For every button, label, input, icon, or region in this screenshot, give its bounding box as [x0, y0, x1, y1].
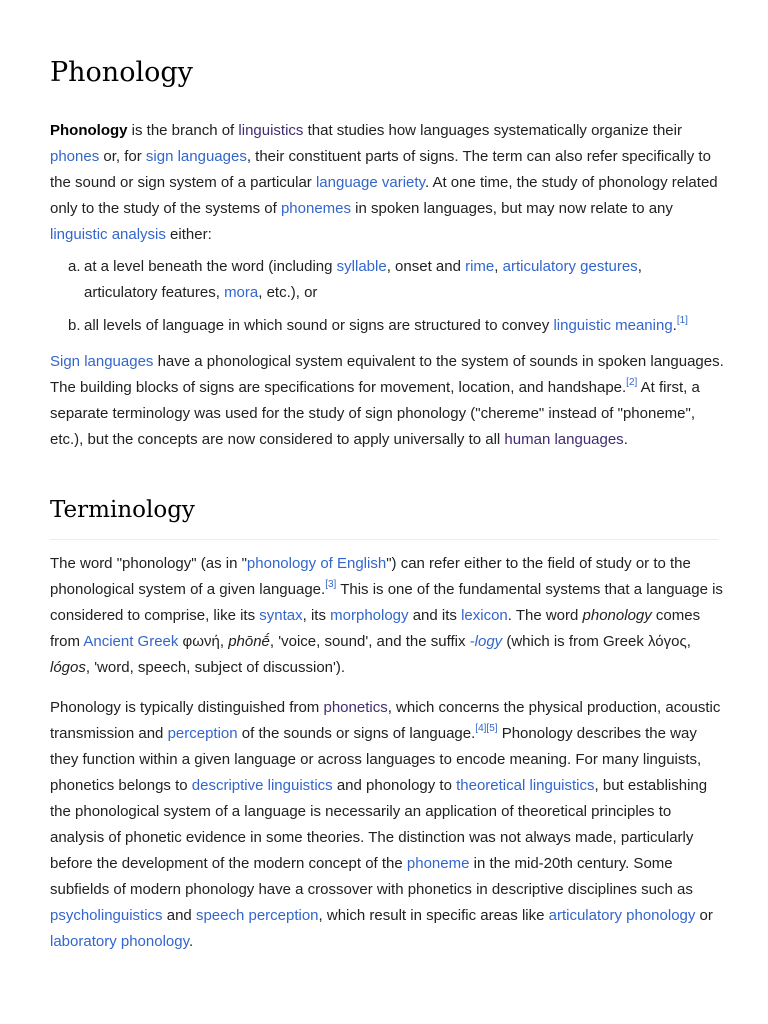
- list-marker: a.: [68, 258, 81, 275]
- text-run: , articulatory features,: [84, 258, 642, 301]
- text-run: . At one time, the study of phonology related only to the study of the systems of: [50, 174, 718, 217]
- link-lexicon[interactable]: lexicon: [461, 607, 508, 624]
- link-phoneme[interactable]: phoneme: [406, 855, 470, 872]
- citation: [677, 315, 688, 326]
- text-run: all levels of language in which sound or signs are structured to convey: [84, 317, 554, 334]
- text-run: or: [695, 907, 713, 924]
- text-run: is the branch of: [127, 122, 239, 139]
- citation-link[interactable]: [1]: [676, 315, 688, 326]
- text-run: , onset and: [386, 258, 466, 275]
- text-run: or, for: [99, 148, 146, 165]
- text-run: of the sounds or signs of language.: [237, 725, 476, 742]
- terminology-paragraph: [50, 551, 724, 681]
- text-run: .: [188, 933, 194, 950]
- text-run: have a phonological system equivalent to the system of sounds in spoken languages. The building blocks of signs are specifications for movement, location, and handshape.: [50, 353, 724, 396]
- text-run: ") can refer either to the field of study or to the phonological system of a given language.: [50, 555, 691, 598]
- sign-languages-paragraph: [50, 349, 724, 453]
- text-run: , but establishing the phonological system of a language is necessarily an application of theoretical principles to analysis of phonetic evidence in some theories. The distinction was not always made, particularly before the development of the modern concept of the: [50, 777, 708, 872]
- link-psycholinguistics[interactable]: psycholinguistics: [50, 907, 163, 924]
- link-phonetics[interactable]: phonetics: [323, 699, 388, 716]
- citation-link[interactable]: [2]: [626, 377, 638, 388]
- text-run: , etc.), or: [258, 284, 318, 301]
- link-theoretical-linguistics[interactable]: theoretical linguistics: [456, 777, 595, 794]
- link-articulatory-gestures[interactable]: articulatory gestures: [502, 258, 638, 275]
- text-run: At first, a separate terminology was used for the study of sign phonology ("chereme" instead of "phoneme", etc.), but the concepts are now considered to apply universally to all: [50, 379, 700, 448]
- text-run: in spoken languages, but may now relate to any: [351, 200, 673, 217]
- text-run: .: [672, 317, 677, 334]
- citation: [325, 579, 336, 590]
- text-run: . The word: [507, 607, 583, 624]
- bold-term: Phonology: [50, 122, 128, 139]
- list-item: [50, 313, 718, 339]
- text-run: comes from: [50, 607, 701, 650]
- italic-term: phōnḗ: [228, 633, 270, 650]
- text-run: , 'voice, sound', and the suffix: [269, 633, 470, 650]
- text-run: in the mid-20th century. Some subfields of modern phonology have a crossover with phonetics in descriptive disciplines such as: [50, 855, 693, 898]
- italic-term: phonology: [582, 607, 652, 624]
- link-ancient-greek[interactable]: Ancient Greek: [83, 633, 179, 650]
- link-linguistic-meaning[interactable]: linguistic meaning: [553, 317, 673, 334]
- text-run: , 'word, speech, subject of discussion').: [85, 659, 346, 676]
- intro-paragraph: [50, 118, 724, 248]
- text-run: φωνή,: [178, 633, 229, 650]
- text-run: , their constituent parts of signs. The term can also refer specifically to the sound or sign system of a particular: [50, 148, 711, 191]
- list-item: [50, 254, 718, 306]
- text-run: and phonology to: [332, 777, 457, 794]
- text-run: This is one of the fundamental systems that a language is considered to comprise, like its: [50, 581, 723, 624]
- text-run: The word "phonology" (as in ": [50, 555, 247, 572]
- citation: [475, 723, 497, 734]
- text-run: , which result in specific areas like: [318, 907, 549, 924]
- link-rime[interactable]: rime: [465, 258, 495, 275]
- text-run: (which is from Greek λόγος,: [502, 633, 691, 650]
- link-linguistics[interactable]: linguistics: [238, 122, 304, 139]
- link-sign-languages[interactable]: Sign languages: [50, 353, 154, 370]
- list-marker: b.: [68, 317, 81, 334]
- citation: [626, 377, 637, 388]
- link-phonemes[interactable]: phonemes: [280, 200, 352, 217]
- text-run: and its: [408, 607, 462, 624]
- link-morphology[interactable]: morphology: [330, 607, 409, 624]
- text-run: .: [623, 431, 628, 448]
- text-run: either:: [165, 226, 212, 243]
- link-laboratory-phonology[interactable]: laboratory phonology: [50, 933, 189, 950]
- link-articulatory-phonology[interactable]: articulatory phonology: [548, 907, 696, 924]
- text-run: ,: [494, 258, 503, 275]
- link-linguistic-analysis[interactable]: linguistic analysis: [50, 226, 166, 243]
- text-run: and: [162, 907, 196, 924]
- phonetics-paragraph: [50, 695, 724, 955]
- text-run: Phonology describes the way they function within a given language or across languages to encode meaning. For many linguists, phonetics belongs to: [50, 725, 702, 794]
- link-mora[interactable]: mora: [224, 284, 259, 301]
- italic-term: lógos: [50, 659, 86, 676]
- link-sign-languages[interactable]: sign languages: [145, 148, 247, 165]
- link-logy[interactable]: -logy: [469, 633, 503, 650]
- text-run: , its: [302, 607, 331, 624]
- link-phonology-of-english[interactable]: phonology of English: [246, 555, 387, 572]
- link-human-languages[interactable]: human languages: [504, 431, 624, 448]
- link-syntax[interactable]: syntax: [259, 607, 303, 624]
- link-syllable[interactable]: syllable: [336, 258, 387, 275]
- link-language-variety[interactable]: language variety: [315, 174, 425, 191]
- page-title: Phonology: [50, 57, 193, 88]
- link-perception[interactable]: perception: [167, 725, 238, 742]
- text-run: at a level beneath the word (including: [84, 258, 337, 275]
- citation-link[interactable]: [3]: [325, 579, 337, 590]
- section-heading-terminology: Terminology: [50, 494, 718, 540]
- text-run: , which concerns the physical production, acoustic transmission and: [50, 699, 721, 742]
- analysis-levels-list: [50, 254, 718, 339]
- text-run: that studies how languages systematically organize their: [303, 122, 682, 139]
- link-phones[interactable]: phones: [50, 148, 100, 165]
- citation-link[interactable]: [4][5]: [475, 723, 498, 734]
- link-descriptive-linguistics[interactable]: descriptive linguistics: [191, 777, 333, 794]
- link-speech-perception[interactable]: speech perception: [195, 907, 319, 924]
- text-run: Phonology is typically distinguished from: [50, 699, 324, 716]
